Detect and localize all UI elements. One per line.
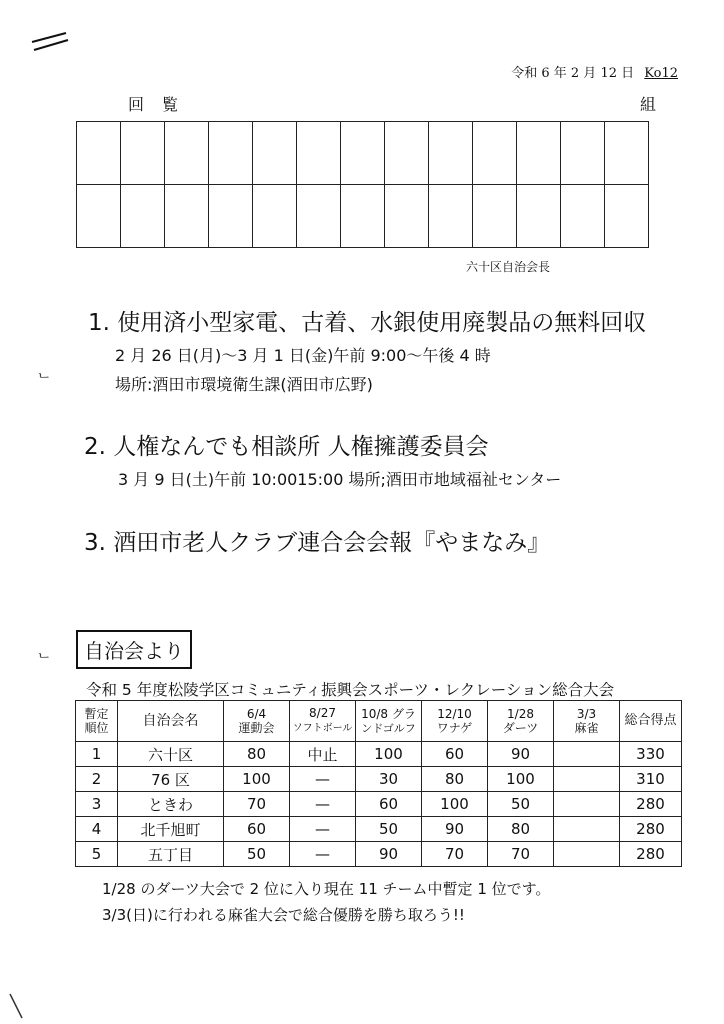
header-event — [488, 701, 554, 742]
document-code: Ko12 — [644, 66, 678, 81]
team-cell: 五丁目 — [118, 842, 224, 867]
event-score-cell: 90 — [356, 842, 422, 867]
stamp-cell — [209, 122, 253, 185]
stamp-row — [77, 122, 649, 185]
stamp-cell — [561, 185, 605, 248]
circulation-label: 回覧 — [128, 95, 197, 114]
event-score-cell: 50 — [488, 792, 554, 817]
team-cell: 六十区 — [118, 742, 224, 767]
header-line: ワナゲ — [436, 721, 473, 735]
header-line: 順位 — [84, 721, 109, 735]
header-line: 1/28 — [507, 707, 534, 721]
chairman-label: 六十区自治会長 — [466, 260, 551, 274]
stamp-cell — [473, 122, 517, 185]
stamp-cell — [165, 185, 209, 248]
stamp-cell — [473, 185, 517, 248]
header-line: 12/10 — [437, 707, 472, 721]
table-row — [76, 817, 682, 842]
event-score-cell: 50 — [224, 842, 290, 867]
event-score-cell: — — [290, 792, 356, 817]
header-line: ンドゴルフ — [361, 721, 416, 735]
stamp-cell — [253, 122, 297, 185]
event-score-cell: 100 — [224, 767, 290, 792]
rank-cell: 2 — [76, 767, 118, 792]
event-score-cell: — — [290, 842, 356, 867]
header-line: 暫定 — [84, 707, 109, 721]
event-score-cell: 中止 — [290, 742, 356, 767]
event-score-cell: 90 — [488, 742, 554, 767]
stamp-cell — [341, 185, 385, 248]
event-score-cell — [554, 842, 620, 867]
event-score-cell: 100 — [356, 742, 422, 767]
rank-cell: 1 — [76, 742, 118, 767]
stamp-cell — [253, 185, 297, 248]
event-score-cell — [554, 767, 620, 792]
event-score-cell: 100 — [422, 792, 488, 817]
header-event — [224, 701, 290, 742]
event-score-cell: 50 — [356, 817, 422, 842]
stamp-cell — [297, 185, 341, 248]
stamp-cell — [77, 185, 121, 248]
kumi-label: 組 — [640, 95, 657, 114]
table-row — [76, 742, 682, 767]
stamp-cell — [165, 122, 209, 185]
rank-cell: 3 — [76, 792, 118, 817]
team-cell: 76 区 — [118, 767, 224, 792]
rank-cell: 5 — [76, 842, 118, 867]
header-event — [554, 701, 620, 742]
item-2-heading: 2. 人権なんでも相談所 人権擁護委員会 — [84, 434, 489, 460]
table-row — [76, 842, 682, 867]
event-score-cell: 60 — [224, 817, 290, 842]
event-score-cell: 80 — [488, 817, 554, 842]
event-score-cell: 100 — [488, 767, 554, 792]
document-date — [511, 62, 678, 81]
total-score-cell: 310 — [620, 767, 682, 792]
team-cell: ときわ — [118, 792, 224, 817]
header-rank — [76, 701, 118, 742]
stamp-cell — [77, 122, 121, 185]
item-3-heading: 3. 酒田市老人クラブ連合会会報『やまなみ』 — [84, 530, 551, 556]
score-header-row — [76, 701, 682, 742]
event-score-cell: — — [290, 817, 356, 842]
total-score-cell: 280 — [620, 817, 682, 842]
event-score-cell: 70 — [224, 792, 290, 817]
stamp-cell — [605, 122, 649, 185]
header-line: 8/27 — [309, 706, 336, 720]
event-score-cell: 80 — [422, 767, 488, 792]
event-score-cell: 30 — [356, 767, 422, 792]
stamp-cell — [517, 122, 561, 185]
event-score-cell: 70 — [488, 842, 554, 867]
total-score-cell: 280 — [620, 792, 682, 817]
header-line: ソフトボール — [292, 723, 353, 734]
team-cell: 北千旭町 — [118, 817, 224, 842]
item-1-datetime: 2 月 26 日(月)〜3 月 1 日(金)午前 9:00〜午後 4 時 — [115, 346, 491, 365]
margin-mark: ᄂ — [36, 371, 52, 390]
stamp-cell — [121, 122, 165, 185]
header-total — [620, 701, 682, 742]
rank-cell: 4 — [76, 817, 118, 842]
header-line: 自治会名 — [142, 713, 199, 729]
scan-mark — [8, 992, 24, 1020]
event-score-cell — [554, 817, 620, 842]
header-line: 3/3 — [576, 707, 597, 721]
header-line: 運動会 — [238, 721, 275, 735]
stamp-cell — [341, 122, 385, 185]
stamp-cell — [605, 185, 649, 248]
circulation-stamp-grid — [76, 121, 649, 248]
header-event — [356, 701, 422, 742]
header-line: ダーツ — [502, 721, 539, 735]
stamp-cell — [429, 185, 473, 248]
header-line: 総合得点 — [624, 713, 677, 728]
tournament-title: 令和 5 年度松陵学区コミュニティ振興会スポーツ・レクレーション総合大会 — [86, 681, 615, 699]
stamp-cell — [561, 122, 605, 185]
event-score-cell: — — [290, 767, 356, 792]
total-score-cell: 280 — [620, 842, 682, 867]
header-team — [118, 701, 224, 742]
date-text: 令和 6 年 2 月 12 日 — [511, 66, 635, 81]
event-score-cell: 90 — [422, 817, 488, 842]
stamp-cell — [385, 185, 429, 248]
header-event — [422, 701, 488, 742]
handwritten-mark — [30, 30, 70, 52]
stamp-cell — [209, 185, 253, 248]
event-score-cell — [554, 792, 620, 817]
header-line: 6/4 — [246, 707, 267, 721]
score-table — [75, 700, 682, 867]
stamp-row — [77, 185, 649, 248]
event-score-cell: 70 — [422, 842, 488, 867]
stamp-cell — [121, 185, 165, 248]
item-1-heading: 1. 使用済小型家電、古着、水銀使用廃製品の無料回収 — [88, 310, 647, 336]
header-line: 麻雀 — [574, 721, 599, 735]
event-score-cell: 80 — [224, 742, 290, 767]
header-line: 10/8 グラ — [361, 706, 416, 721]
section-title-box: 自治会より — [76, 630, 192, 669]
stamp-cell — [297, 122, 341, 185]
margin-mark: ᄂ — [36, 651, 52, 670]
table-row — [76, 792, 682, 817]
event-score-cell: 60 — [356, 792, 422, 817]
item-2-details: 3 月 9 日(土)午前 10:0015:00 場所;酒田市地域福祉センター — [118, 470, 562, 489]
stamp-cell — [517, 185, 561, 248]
item-1-location: 場所:酒田市環境衛生課(酒田市広野) — [115, 375, 373, 394]
stamp-cell — [385, 122, 429, 185]
stamp-cell — [429, 122, 473, 185]
table-row — [76, 767, 682, 792]
footer-line-2: 3/3(日)に行われる麻雀大会で総合優勝を勝ち取ろう!! — [102, 906, 465, 924]
header-event — [290, 701, 356, 742]
footer-line-1: 1/28 のダーツ大会で 2 位に入り現在 11 チーム中暫定 1 位です。 — [102, 880, 551, 898]
event-score-cell: 60 — [422, 742, 488, 767]
event-score-cell — [554, 742, 620, 767]
total-score-cell: 330 — [620, 742, 682, 767]
